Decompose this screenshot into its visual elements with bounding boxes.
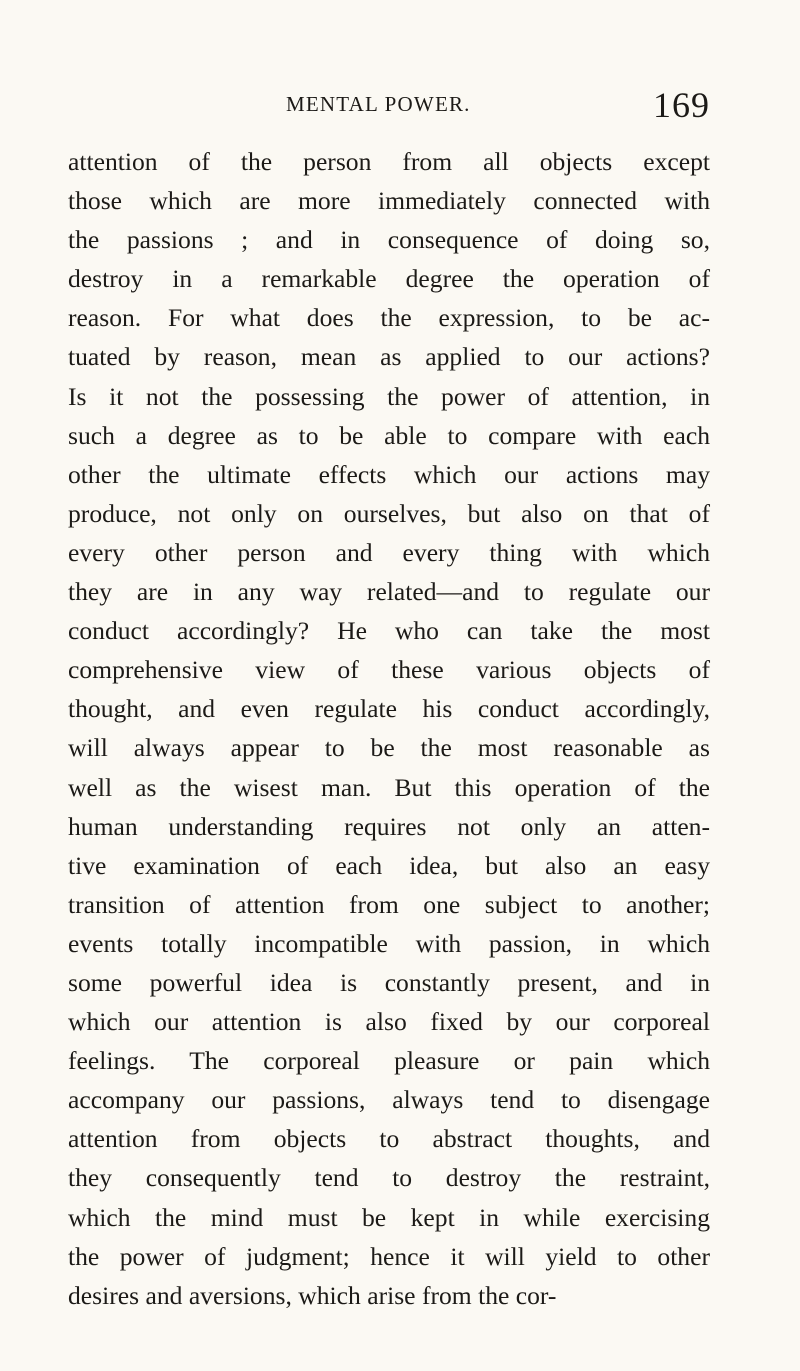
text-line: desires and aversions, which arise from the cor- [68, 1280, 557, 1310]
text-line: events totally incompatible with passion, in which [68, 928, 710, 958]
text-line: well as the wisest man. But this operation of the [68, 772, 710, 802]
page-number: 169 [653, 85, 710, 125]
text-line: will always appear to be the most reasonable as [68, 733, 710, 763]
text-line: human understanding requires not only an atten- [68, 811, 710, 841]
text-line: transition of attention from one subject to another; [68, 889, 710, 919]
text-line: destroy in a remarkable degree the operation of [68, 264, 710, 294]
text-line: attention of the person from all objects except [68, 147, 710, 176]
text-line: the passions ; and in consequence of doing so, [68, 225, 710, 255]
text-line: produce, not only on ourselves, but also on that of [68, 498, 710, 528]
text-line: the power of judgment; hence it will yield to other [68, 1241, 710, 1271]
text-line: thought, and even regulate his conduct accordingly, [68, 694, 710, 724]
text-line: such a degree as to be able to compare with each [68, 420, 710, 450]
running-head [68, 85, 710, 128]
text-line: reason. For what does the expression, to be ac- [68, 303, 710, 333]
text-line: which the mind must be kept in while exercising [68, 1202, 710, 1232]
text-line: comprehensive view of these various objects of [68, 655, 710, 685]
text-line: they are in any way related—and to regulate our [68, 577, 710, 607]
text-line: they consequently tend to destroy the restraint, [68, 1163, 710, 1193]
text-line: feelings. The corporeal pleasure or pain which [68, 1046, 710, 1076]
text-line: Is it not the possessing the power of attention, in [68, 381, 710, 411]
text-line: conduct accordingly? He who can take the most [68, 616, 710, 646]
text-line: every other person and every thing with which [68, 537, 710, 567]
running-title: MENTAL POWER. [286, 92, 471, 116]
body-text [68, 142, 710, 1315]
text-line: attention from objects to abstract thoughts, and [68, 1124, 710, 1154]
text-line: tive examination of each idea, but also an easy [68, 850, 710, 880]
text-line: which our attention is also fixed by our corporeal [68, 1007, 710, 1037]
text-line: some powerful idea is constantly present, and in [68, 967, 710, 997]
text-line: other the ultimate effects which our actions may [68, 459, 710, 489]
text-line: tuated by reason, mean as applied to our actions? [68, 342, 710, 372]
text-line: those which are more immediately connected with [68, 186, 710, 216]
text-line: accompany our passions, always tend to disengage [68, 1085, 710, 1115]
